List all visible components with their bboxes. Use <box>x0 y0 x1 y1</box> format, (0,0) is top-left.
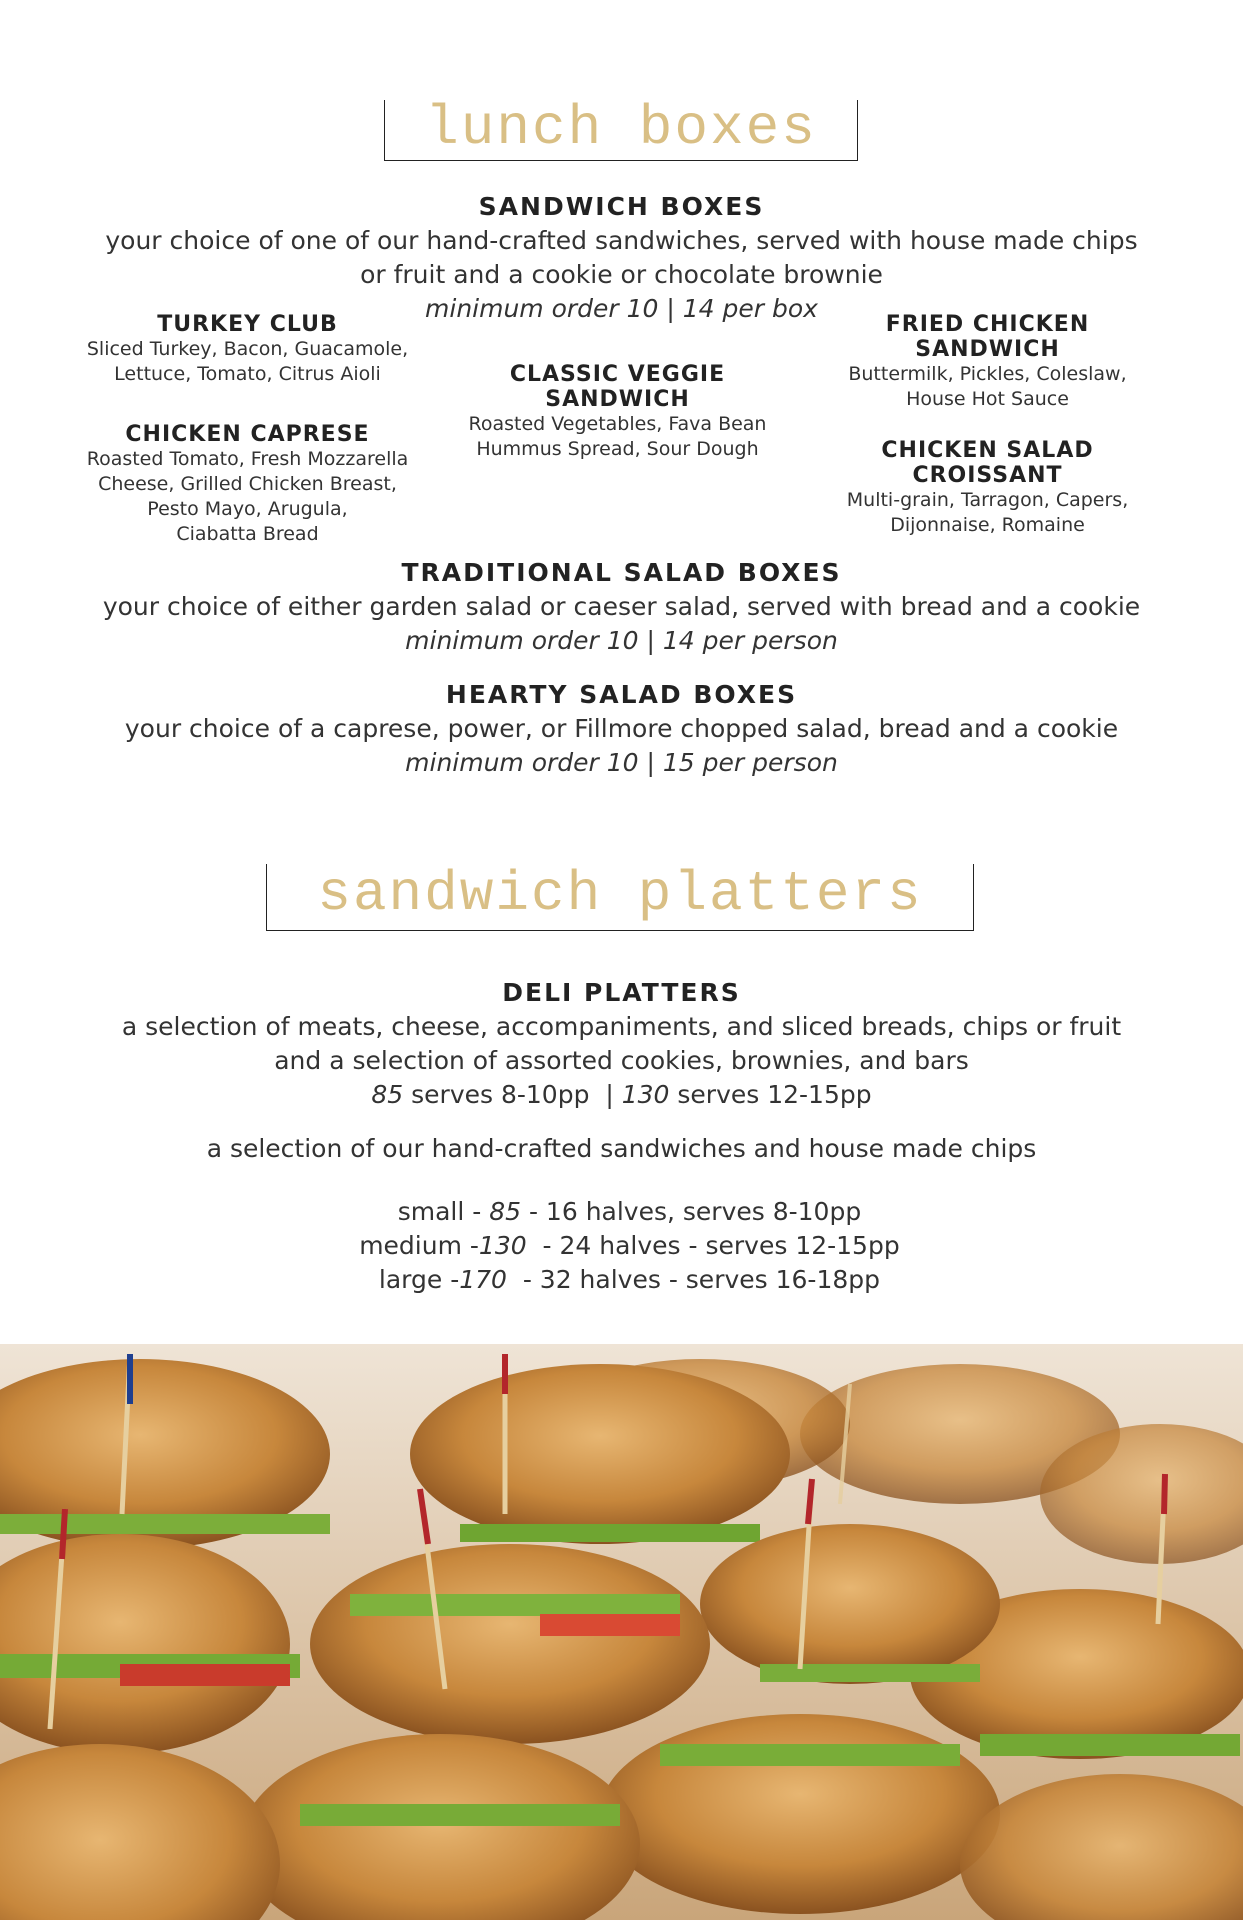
lunch-boxes-title: lunch boxes <box>425 96 817 160</box>
deli-platters-heading: DELI PLATTERS <box>502 978 741 1007</box>
hearty-salad-heading: HEARTY SALAD BOXES <box>445 680 798 709</box>
deli-platters-line1: a selection of meats, cheese, accompaniments, and sliced breads, chips or fruit <box>121 1012 1122 1041</box>
deli-price-b: 130 <box>621 1080 670 1109</box>
large-details: - 32 halves - serves 16-18pp <box>506 1265 880 1294</box>
medium-details: - 24 halves - serves 12-15pp <box>526 1231 900 1260</box>
sandwich-platters-line1: a selection of our hand-crafted sandwiches and house made chips <box>206 1134 1037 1163</box>
small-price: 85 <box>489 1197 522 1226</box>
item-title: FRIED CHICKEN <box>885 312 1090 337</box>
item-title: SANDWICH <box>915 337 1060 362</box>
deli-serves-b: serves 12-15pp <box>669 1080 872 1109</box>
menu-item-turkey-club <box>70 312 425 387</box>
menu-item-chicken-caprese <box>70 422 425 547</box>
hearty-salad-pricing: minimum order 10 | 15 per person <box>405 748 838 777</box>
item-desc: Roasted Tomato, Fresh Mozzarella <box>86 448 409 470</box>
item-desc: Lettuce, Tomato, Citrus Aioli <box>114 363 381 385</box>
sandwich-platters-banner <box>266 864 974 931</box>
item-desc: Cheese, Grilled Chicken Breast, <box>98 473 397 495</box>
item-title: CLASSIC VEGGIE <box>509 362 726 387</box>
deli-serves-a: serves 8-10pp | <box>403 1080 622 1109</box>
sandwich-platters-title: sandwich platters <box>317 862 923 926</box>
sandwich-boxes-line2: or fruit and a cookie or chocolate brownie <box>360 260 883 289</box>
hearty-salad-line1: your choice of a caprese, power, or Fillmore chopped salad, bread and a cookie <box>124 714 1119 743</box>
sandwich-platter-large <box>0 1236 1243 1294</box>
small-label: small - <box>397 1197 490 1226</box>
item-title: CROISSANT <box>912 463 1063 488</box>
sandwich-boxes-line1: your choice of one of our hand-crafted sandwiches, served with house made chips <box>105 226 1138 255</box>
deli-platters-line2: and a selection of assorted cookies, brownies, and bars <box>274 1046 969 1075</box>
large-price: 170 <box>459 1265 507 1294</box>
sandwich-boxes-heading: SANDWICH BOXES <box>478 192 765 221</box>
item-desc: Hummus Spread, Sour Dough <box>476 438 759 460</box>
croissant-sandwiches-photo <box>0 1344 1243 1920</box>
item-title: TURKEY CLUB <box>157 312 338 337</box>
small-details: - 16 halves, serves 8-10pp <box>521 1197 862 1226</box>
item-desc: Pesto Mayo, Arugula, <box>147 498 348 520</box>
item-desc: Dijonnaise, Romaine <box>890 514 1085 536</box>
item-title: SANDWICH <box>545 387 690 412</box>
medium-price: 130 <box>478 1231 527 1260</box>
item-desc: Roasted Vegetables, Fava Bean <box>468 413 767 435</box>
menu-item-classic-veggie <box>440 362 795 462</box>
sandwich-boxes-pricing: minimum order 10 | 14 per box <box>425 294 818 323</box>
item-desc: Buttermilk, Pickles, Coleslaw, <box>848 363 1127 385</box>
item-desc: Sliced Turkey, Bacon, Guacamole, <box>86 338 409 360</box>
large-label: large - <box>378 1265 460 1294</box>
item-desc: House Hot Sauce <box>906 388 1069 410</box>
traditional-salad-line1: your choice of either garden salad or caeser salad, served with bread and a cookie <box>102 592 1141 621</box>
item-desc: Ciabatta Bread <box>176 523 319 545</box>
menu-item-fried-chicken <box>810 312 1165 412</box>
item-title: CHICKEN CAPRESE <box>125 422 370 447</box>
traditional-salad-heading: TRADITIONAL SALAD BOXES <box>401 558 842 587</box>
traditional-salad-pricing: minimum order 10 | 14 per person <box>405 626 838 655</box>
lunch-boxes-banner <box>384 96 858 161</box>
menu-item-chicken-salad <box>810 438 1165 538</box>
medium-label: medium - <box>359 1231 479 1260</box>
item-desc: Multi-grain, Tarragon, Capers, <box>846 489 1129 511</box>
deli-price-a: 85 <box>371 1080 404 1109</box>
deli-platters-pricing <box>0 1080 1243 1109</box>
croissant-sandwiches-illustration <box>0 1344 1243 1920</box>
item-title: CHICKEN SALAD <box>881 438 1094 463</box>
